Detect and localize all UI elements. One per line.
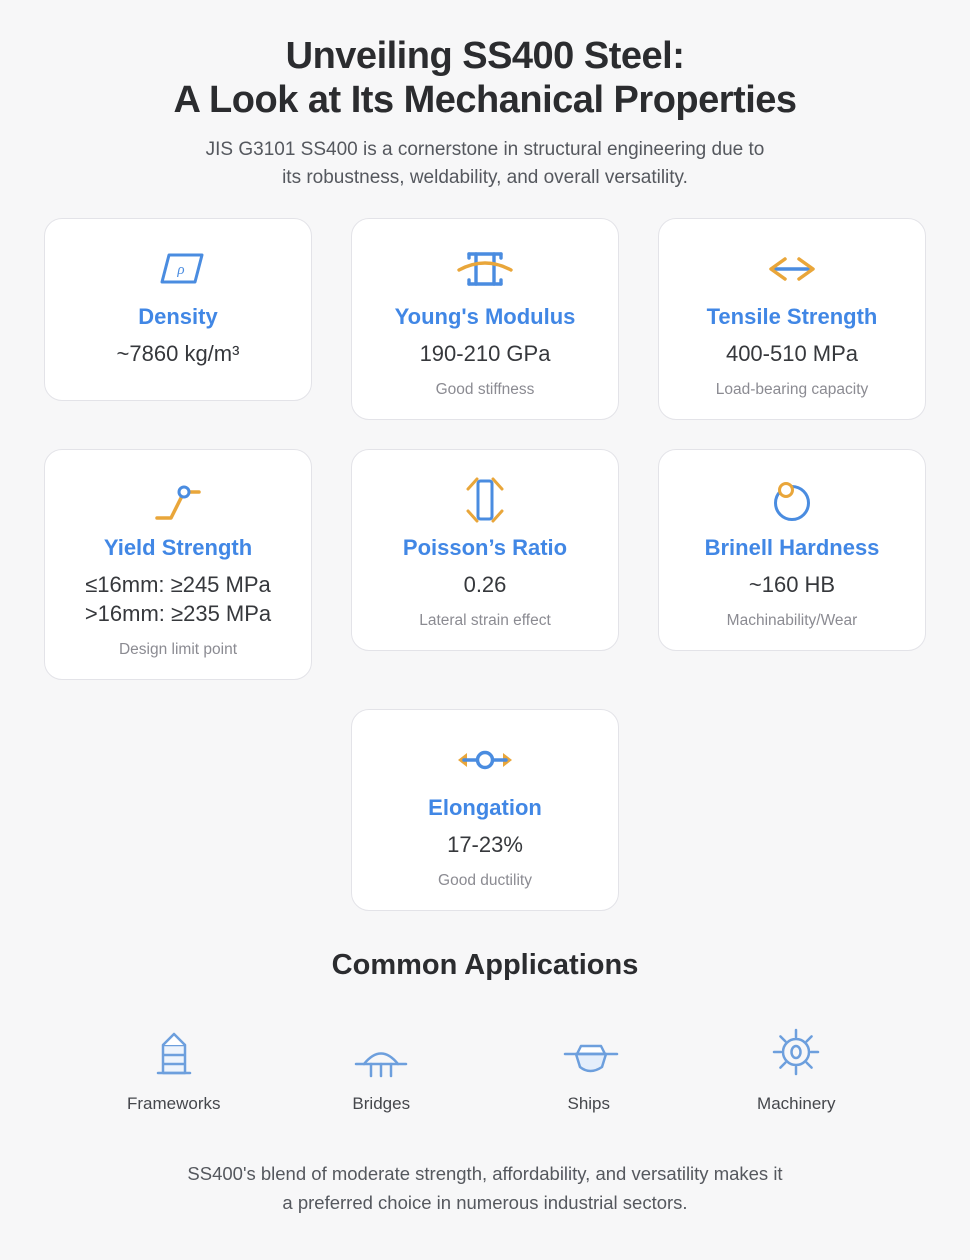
card-note: Lateral strain effect [419,612,551,630]
card-title: Brinell Hardness [704,535,880,561]
tensile-strength-icon [677,244,907,294]
card-title: Density [138,304,218,330]
card-title: Yield Strength [103,535,253,561]
poissons-ratio-icon [370,475,600,525]
page-subtitle: JIS G3101 SS400 is a cornerstone in structural engineering due to its robustness, weldability, and overall versatility. [205,139,765,188]
card-note: Machinability/Wear [726,612,858,630]
page-title-line1: Unveiling SS400 Steel: [285,35,685,77]
application-ships [485,1022,693,1114]
card-value [63,570,293,628]
application-frameworks [70,1022,278,1114]
ships-icon [557,1022,621,1080]
card-title: Poisson’s Ratio [402,535,568,561]
card-elongation [351,709,619,911]
density-icon [63,244,293,294]
applications-heading: Common Applications [331,949,639,982]
svg-text:ρ: ρ [177,262,185,279]
card-tensile-strength [658,218,926,420]
page-title [0,34,970,122]
bridges-icon [349,1022,413,1080]
footer-text: SS400's blend of moderate strength, affordability, and versatility makes it a preferred choice in numerous industrial sectors. [187,1163,783,1214]
card-value-line2: >16mm: ≥235 MPa [84,601,272,627]
brinell-hardness-icon [677,475,907,525]
elongation-icon [370,735,600,785]
card-poissons-ratio [351,449,619,651]
card-value: 190-210 GPa [419,341,551,367]
card-title: Young's Modulus [394,304,576,330]
application-bridges [278,1022,486,1114]
card-note: Load-bearing capacity [715,381,869,399]
card-brinell-hardness [658,449,926,651]
youngs-modulus-icon [370,244,600,294]
application-label: Ships [567,1094,611,1114]
card-value: ~7860 kg/m³ [116,341,240,367]
application-label: Bridges [352,1094,411,1114]
frameworks-icon [154,1022,194,1080]
yield-strength-icon [63,475,293,525]
application-label: Frameworks [126,1094,221,1114]
card-note: Good stiffness [435,381,535,399]
card-density [44,218,312,401]
property-cards-grid [44,218,926,911]
header [0,34,970,191]
card-note: Good ductility [438,872,532,890]
card-youngs-modulus [351,218,619,420]
machinery-icon [768,1022,824,1080]
card-value-line1: ≤16mm: ≥245 MPa [85,572,271,598]
page-title-line2: A Look at Its Mechanical Properties [173,79,797,122]
card-value: ~160 HB [748,572,836,598]
card-note: Design limit point [118,641,238,659]
application-label: Machinery [757,1094,836,1114]
applications-row [70,1022,900,1114]
card-title: Tensile Strength [706,304,878,330]
card-value: 0.26 [463,572,507,598]
card-value: 400-510 MPa [725,341,859,367]
card-yield-strength [44,449,312,680]
card-value: 17-23% [447,832,523,858]
card-title: Elongation [428,795,542,821]
application-machinery [693,1022,901,1114]
